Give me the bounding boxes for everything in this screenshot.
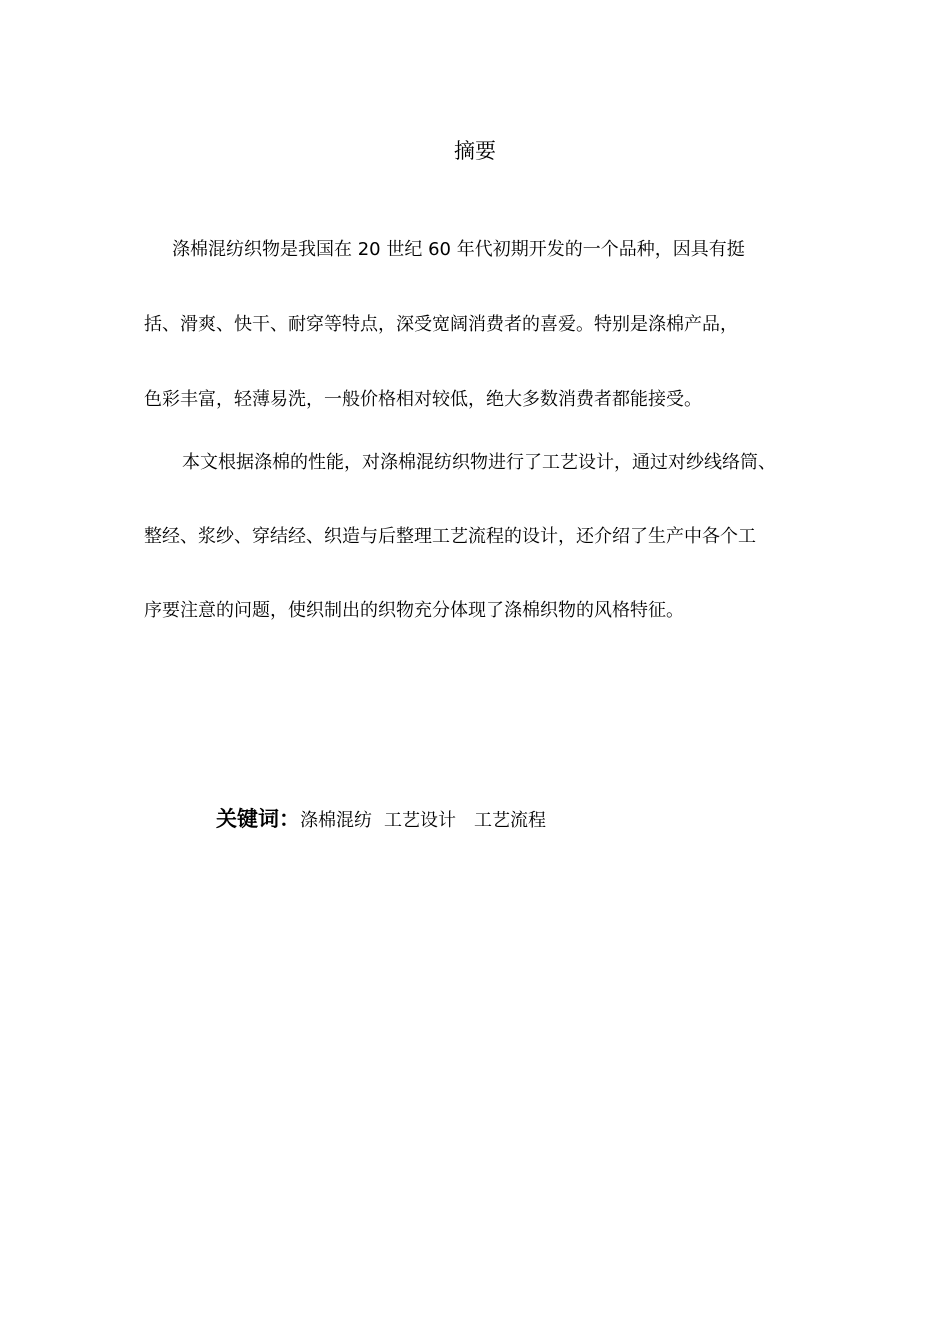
paragraph1-line-1: 涤棉混纺织物是我国在 20 世纪 60 年代初期开发的一个品种，因具有挺: [172, 239, 745, 260]
paragraph2-line-1: 本文根据涤棉的性能，对涤棉混纺织物进行了工艺设计，通过对纱线络筒、: [182, 452, 776, 473]
paragraph2-line-3: 序要注意的问题，使织制出的织物充分体现了涤棉织物的风格特征。: [144, 600, 684, 621]
paragraph2-line-2: 整经、浆纱、穿结经、织造与后整理工艺流程的设计，还介绍了生产中各个工: [144, 526, 756, 547]
paragraph1-line-2: 括、滑爽、快干、耐穿等特点，深受宽阔消费者的喜爱。特别是涤棉产品，: [144, 314, 738, 335]
keywords-line: [216, 804, 546, 836]
keyword-item: 工艺设计: [384, 810, 456, 831]
paragraph1-line-3: 色彩丰富，轻薄易洗，一般价格相对较低，绝大多数消费者都能接受。: [144, 389, 702, 410]
keywords-label: 关键词：: [216, 807, 300, 831]
abstract-title: 摘要: [454, 139, 496, 163]
keyword-item: 涤棉混纺: [300, 810, 372, 831]
keyword-item: 工艺流程: [474, 810, 546, 831]
